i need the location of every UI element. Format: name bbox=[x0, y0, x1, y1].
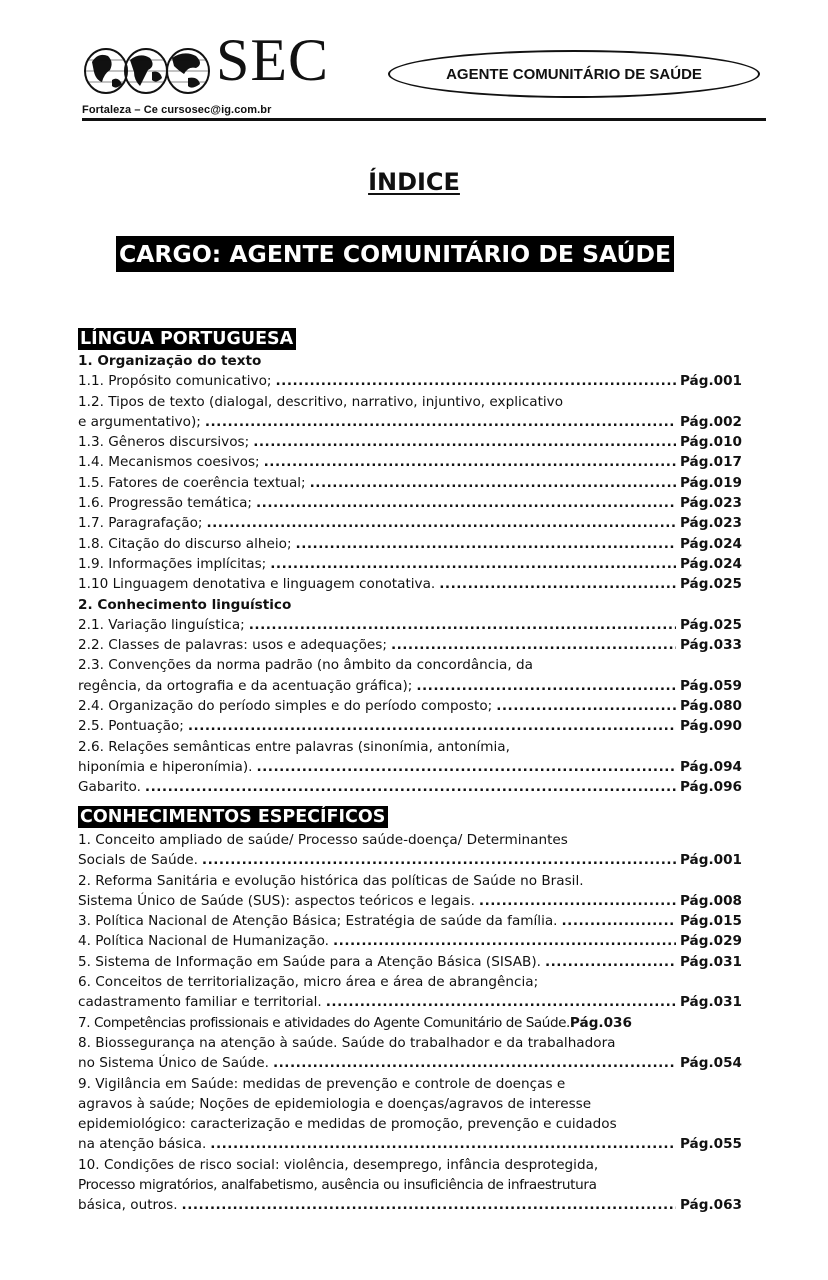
toc-page-number: Pág.017 bbox=[679, 454, 742, 471]
toc-page-number: Pág.094 bbox=[679, 758, 742, 775]
toc-leader-dots bbox=[205, 412, 676, 432]
toc-entry bbox=[78, 534, 742, 554]
toc-leader-dots bbox=[145, 777, 676, 797]
toc-entry-text: 1.1. Propósito comunicativo; bbox=[78, 373, 272, 390]
toc-leader-dots bbox=[256, 757, 676, 777]
toc-page-number: Pág.001 bbox=[679, 852, 742, 869]
toc-entry-text: 2.1. Variação linguística; bbox=[78, 616, 245, 633]
toc-entry bbox=[78, 371, 742, 391]
toc-page-number: Pág.031 bbox=[679, 994, 742, 1011]
toc-entry-text: 3. Política Nacional de Atenção Básica; Estratégia de saúde da família. bbox=[78, 913, 558, 930]
toc-leader-dots bbox=[333, 931, 676, 951]
toc-entry bbox=[78, 574, 742, 594]
toc-page-number: Pág.029 bbox=[679, 933, 742, 950]
toc-entry bbox=[78, 513, 742, 533]
toc-entry bbox=[78, 911, 742, 931]
toc-leader-dots bbox=[562, 911, 676, 931]
toc-entry-text: 1. Conceito ampliado de saúde/ Processo saúde-doença/ Determinantes bbox=[78, 832, 568, 848]
toc-entry-text: regência, da ortografia e da acentuação gráfica); bbox=[78, 677, 413, 694]
toc-entry-text: 2.6. Relações semânticas entre palavras (sinonímia, antonímia, bbox=[78, 738, 510, 755]
toc-entry-text: agravos à saúde; Noções de epidemiologia e doenças/agravos de interesse bbox=[78, 1095, 592, 1112]
toc-entry bbox=[78, 412, 742, 432]
section-heading-lingua-portuguesa: LÍNGUA PORTUGUESA bbox=[78, 328, 296, 350]
toc-page-number: Pág.063 bbox=[679, 1197, 742, 1214]
toc-entry-text: 9. Vigilância em Saúde: medidas de prevenção e controle de doenças e bbox=[78, 1075, 566, 1092]
toc-entry-text: Socials de Saúde. bbox=[78, 852, 198, 869]
toc-entry-text: básica, outros. bbox=[78, 1197, 178, 1214]
toc-entry bbox=[78, 1053, 742, 1073]
toc-page-number: Pág.015 bbox=[679, 913, 742, 930]
toc-entry-text: 6. Conceitos de territorialização, micro área e área de abrangência; bbox=[78, 974, 539, 991]
toc-conhecimentos-especificos bbox=[78, 830, 742, 1216]
toc-page-number: Pág.001 bbox=[679, 373, 742, 390]
toc-leader-dots bbox=[296, 534, 676, 554]
toc-entry bbox=[78, 891, 742, 911]
toc-page-number: Pág.008 bbox=[679, 892, 742, 909]
header-divider bbox=[82, 118, 766, 121]
toc-entry-text: e argumentativo); bbox=[78, 413, 201, 430]
toc-leader-dots bbox=[188, 716, 676, 736]
toc-entry-text: Gabarito. bbox=[78, 779, 141, 796]
toc-entry bbox=[78, 615, 742, 635]
page-title bbox=[0, 168, 828, 196]
toc-entry-text: 4. Política Nacional de Humanização. bbox=[78, 933, 329, 950]
toc-leader-dots bbox=[249, 615, 676, 635]
section-heading-conhecimentos-especificos: CONHECIMENTOS ESPECÍFICOS bbox=[78, 806, 388, 828]
toc-entry-text: 1.6. Progressão temática; bbox=[78, 495, 252, 512]
toc-leader-dots bbox=[276, 371, 676, 391]
toc-entry bbox=[78, 992, 742, 1012]
toc-page-number: Pág.024 bbox=[679, 555, 742, 572]
toc-entry bbox=[78, 1195, 742, 1215]
toc-entry-text: 8. Biossegurança na atenção à saúde. Saúde do trabalhador e da trabalhadora bbox=[78, 1034, 616, 1051]
globe-logo-icon bbox=[84, 40, 212, 102]
toc-entry-text: 10. Condições de risco social: violência, desemprego, infância desprotegida, bbox=[78, 1156, 599, 1173]
toc-leader-dots bbox=[202, 850, 676, 870]
toc-entry-text: 5. Sistema de Informação em Saúde para a Atenção Básica (SISAB). bbox=[78, 953, 541, 970]
toc-entry-text: epidemiológico: caracterização e medidas de promoção, prevenção e cuidados bbox=[78, 1116, 617, 1133]
toc-entry bbox=[78, 777, 742, 797]
toc-entry-text: cadastramento familiar e territorial. bbox=[78, 994, 322, 1011]
toc-leader-dots bbox=[253, 432, 676, 452]
toc-entry bbox=[78, 1013, 742, 1033]
toc-leader-dots bbox=[416, 676, 676, 696]
brand-name: SEC bbox=[216, 27, 330, 93]
toc-leader-dots bbox=[256, 493, 676, 513]
toc-entry-text: 1.9. Informações implícitas; bbox=[78, 555, 267, 572]
toc-entry bbox=[78, 850, 742, 870]
toc-leader-dots bbox=[270, 554, 676, 574]
toc-page-number: Pág.080 bbox=[679, 698, 742, 715]
toc-page-number: Pág.090 bbox=[679, 718, 742, 735]
toc-entry-text: 1.2. Tipos de texto (dialogal, descritivo, narrativo, injuntivo, explicativo bbox=[78, 393, 564, 410]
toc-entry bbox=[78, 757, 742, 777]
toc-leader-dots bbox=[439, 574, 676, 594]
toc-leader-dots bbox=[264, 452, 676, 472]
toc-entry-text: 2.4. Organização do período simples e do período composto; bbox=[78, 698, 493, 715]
toc-subheading: 2. Conhecimento linguístico bbox=[78, 596, 292, 613]
toc-page-number: Pág.055 bbox=[679, 1136, 742, 1153]
toc-entry-text: 1.10 Linguagem denotativa e linguagem conotativa. bbox=[78, 576, 436, 593]
toc-page-number: Pág.054 bbox=[679, 1055, 742, 1072]
toc-lingua-portuguesa bbox=[78, 351, 742, 798]
toc-entry-text: 1.5. Fatores de coerência textual; bbox=[78, 474, 306, 491]
toc-page-number: Pág.010 bbox=[679, 434, 742, 451]
toc-page-number: Pág.096 bbox=[679, 779, 742, 796]
toc-entry-text: 2.2. Classes de palavras: usos e adequações; bbox=[78, 637, 387, 654]
toc-leader-dots bbox=[496, 696, 676, 716]
toc-entry bbox=[78, 696, 742, 716]
toc-subheading: 1. Organização do texto bbox=[78, 353, 262, 369]
toc-entry bbox=[78, 473, 742, 493]
toc-page-number: Pág.036 bbox=[569, 1014, 632, 1031]
toc-entry-text: 1.3. Gêneros discursivos; bbox=[78, 434, 250, 451]
toc-entry-text: 7. Competências profissionais e atividades do Agente Comunitário de Saúde. bbox=[78, 1014, 570, 1031]
header-course-badge: AGENTE COMUNITÁRIO DE SAÚDE bbox=[388, 50, 760, 98]
toc-page-number: Pág.033 bbox=[679, 637, 742, 654]
toc-entry bbox=[78, 452, 742, 472]
toc-entry-text: 1.8. Citação do discurso alheio; bbox=[78, 535, 292, 552]
toc-page-number: Pág.059 bbox=[679, 677, 742, 694]
toc-entry-text: hiponímia e hiperonímia). bbox=[78, 758, 253, 775]
brand-subtitle: Fortaleza – Ce cursosec@ig.com.br bbox=[82, 104, 272, 116]
toc-entry bbox=[78, 1134, 742, 1154]
cargo-banner: CARGO: AGENTE COMUNITÁRIO DE SAÚDE bbox=[116, 236, 674, 272]
toc-entry bbox=[78, 554, 742, 574]
toc-entry bbox=[78, 432, 742, 452]
toc-entry-text: no Sistema Único de Saúde. bbox=[78, 1055, 269, 1072]
toc-entry-text: 1.7. Paragrafação; bbox=[78, 515, 203, 532]
toc-entry-text: 1.4. Mecanismos coesivos; bbox=[78, 454, 260, 471]
page-title-text: ÍNDICE bbox=[368, 168, 460, 196]
toc-page-number: Pág.024 bbox=[679, 535, 742, 552]
toc-entry bbox=[78, 952, 742, 972]
toc-entry-text: 2.5. Pontuação; bbox=[78, 718, 184, 735]
toc-leader-dots bbox=[182, 1195, 676, 1215]
toc-page-number: Pág.019 bbox=[679, 474, 742, 491]
toc-entry-text: Processo migratórios, analfabetismo, ausência ou insuficiência de infraestrutura bbox=[78, 1177, 597, 1194]
toc-leader-dots bbox=[391, 635, 676, 655]
toc-entry bbox=[78, 931, 742, 951]
toc-leader-dots bbox=[326, 992, 676, 1012]
toc-leader-dots bbox=[545, 952, 676, 972]
toc-page-number: Pág.025 bbox=[679, 616, 742, 633]
toc-entry bbox=[78, 676, 742, 696]
toc-leader-dots bbox=[273, 1053, 676, 1073]
toc-page-number: Pág.031 bbox=[679, 953, 742, 970]
toc-leader-dots bbox=[206, 513, 675, 533]
toc-entry-text: 2.3. Convenções da norma padrão (no âmbito da concordância, da bbox=[78, 657, 533, 674]
toc-page-number: Pág.023 bbox=[679, 515, 742, 532]
toc-entry bbox=[78, 716, 742, 736]
toc-page-number: Pág.002 bbox=[679, 413, 742, 430]
toc-entry bbox=[78, 635, 742, 655]
toc-entry bbox=[78, 493, 742, 513]
toc-entry-text: Sistema Único de Saúde (SUS): aspectos teóricos e legais. bbox=[78, 892, 475, 909]
toc-leader-dots bbox=[210, 1134, 676, 1154]
toc-leader-dots bbox=[310, 473, 676, 493]
toc-page-number: Pág.025 bbox=[679, 576, 742, 593]
toc-page-number: Pág.023 bbox=[679, 495, 742, 512]
toc-leader-dots bbox=[479, 891, 676, 911]
toc-entry-text: na atenção básica. bbox=[78, 1136, 207, 1153]
toc-entry-text: 2. Reforma Sanitária e evolução histórica das políticas de Saúde no Brasil. bbox=[78, 872, 584, 889]
